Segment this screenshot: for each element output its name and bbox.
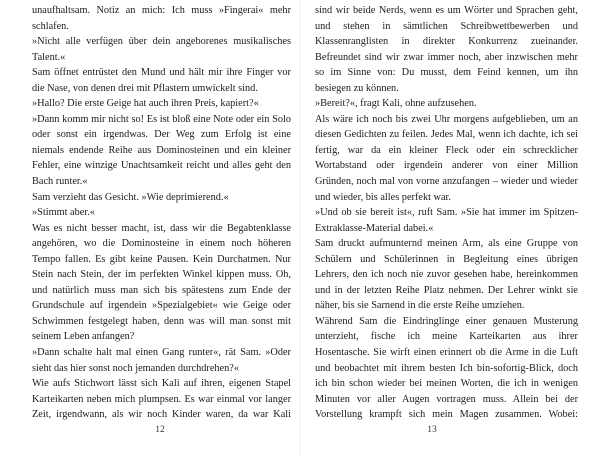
paragraph: »Stimmt aber.« — [32, 207, 95, 219]
paragraph: Sam verzieht das Gesicht. »Wie deprimierend.« — [32, 191, 229, 203]
paragraph: Sam druckt aufmunternd meinen Arm, als eine Gruppe von Schülern und Schülerinnen in Begleitung eines übrigen Lehrers, den ich noch nie zuvor gesehen habe, hereinkommen und in der letzten Reihe Platz nehmen. Der Lehrer winkt sie näher, bis sie Sarnend in die erste Reihe umziehen. — [315, 238, 578, 312]
page-number-right: 13 — [427, 425, 437, 435]
paragraph: Wie aufs Stichwort lässt sich Kali auf ihren, eigenen Stapel Karteikarten neben mich plumpsen. Es war einmal vor langer Zeit, irgendwann, als wir noch Kinder waren, da war Kali — [32, 378, 291, 421]
paragraph: Sam öffnet entrüstet den Mund und hält mir ihre Finger vor die Nase, von denen drei mit Pflastern umwickelt sind. — [32, 67, 291, 94]
paragraph: »Und ob sie bereit ist«, ruft Sam. »Sie hat immer im Spitzen-Extraklasse-Material dabei.« — [315, 207, 578, 234]
paragraph: Als wäre ich noch bis zwei Uhr morgens aufgeblieben, um an diesen Gedichten zu feilen. Jedes Mal, wenn ich dachte, ich sei fertig, war da ein kleiner Fleck oder ein schrecklicher Wortabstand oder irgendein anderer von einer Million Gründen, noch mal von vorne anzufangen – wieder und wieder und wieder, bis alles perfekt war. — [315, 113, 578, 203]
book-gutter — [299, 0, 301, 456]
paragraph: »Hallo? Die erste Geige hat auch ihren Preis, kapiert?« — [32, 98, 259, 110]
paragraph: Was es nicht besser macht, ist, dass wir die Begabtenklasse angehören, wo die Dominosteine in einem noch höheren Tempo fallen. Es gibt keine Pausen. Kein Durchatmen. Nur Stein nach Stein, der im perfekten Winkel kippen muss. Oh, und natürlich muss man sich bis spätestens zum Ende der Grundschule auf irgendein »Spezialgebiet« wie Geige oder Schwimmen festgelegt haben, denn was will man sonst mit seinem Leben anfangen? — [32, 222, 291, 343]
paragraph: sind wir beide Nerds, wenn es um Wörter und Sprachen geht, und stehen in sämtlichen Schreibwettbewerben und Klassenranglisten in direkter Konkurrenz zueinander. Befreundet sind wir zwar immer noch, aber inzwischen mehr so im Sinne von: Du musst, dem Feind kennen, um ihn besiegen zu können. — [315, 5, 578, 94]
page-number-left: 12 — [155, 425, 165, 435]
left-page — [32, 3, 291, 423]
paragraph: unaufhaltsam. Notiz an mich: Ich muss »Fingerai« mehr schlafen. — [32, 5, 291, 32]
paragraph: Während Sam die Eindringlinge einer genauen Musterung unterzieht, fische ich meine Karteikarten aus ihrer Hosentasche. Sie wirft einen erinnert ob die Arme in die Luft und beobachtet mit ihrem besten Ich bin-sofortig-Blick, doch ich bin schon wieder bei meinen Worten, die ich in wenigen Minuten vor aller Augen vortragen muss. Allein bei der Vorstellung krampft sich mein Magen zusammen. Wobei: — [315, 315, 578, 421]
paragraph: »Dann komm mir nicht so! Es ist bloß eine Note oder ein Solo oder sonst ein irgendwas. Der Weg zum Erfolg ist eine niemals endende Reihe aus Dominosteinen und ein kleiner Fehler, eine winzige Unachtsamkeit reicht und alles geht den Bach runter.« — [32, 113, 291, 188]
paragraph: »Dann schalte halt mal einen Gang runter«, rät Sam. »Oder sieht das hier sonst noch jemanden durchdrehen?« — [32, 347, 291, 374]
paragraph: »Bereit?«, fragt Kali, ohne aufzusehen. — [315, 98, 477, 110]
paragraph: »Nicht alle verfügen über dein angeborenes musikalisches Talent.« — [32, 36, 291, 63]
right-page — [315, 3, 578, 423]
